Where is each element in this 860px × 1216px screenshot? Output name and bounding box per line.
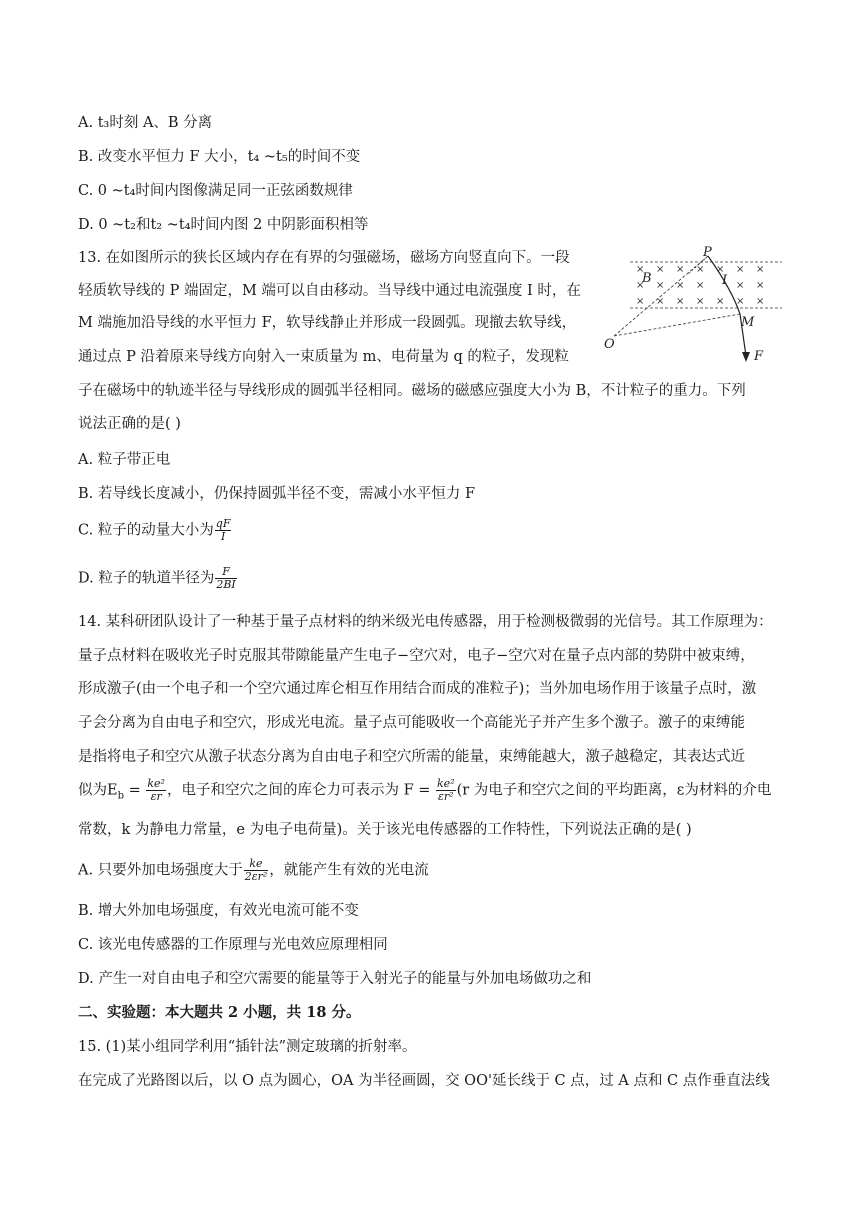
cross-mark: ×	[756, 264, 765, 275]
q14-stem-line-6	[78, 778, 771, 806]
q14-eb-symbol: 似为E	[78, 782, 118, 799]
cross-mark: ×	[736, 296, 745, 307]
q12-option-d: D. 0 ~t₂和t₂ ~t₄时间内图 2 中阴影面积相等	[78, 217, 369, 233]
q12-option-a: A. t₃时刻 A、B 分离	[78, 115, 213, 131]
section-heading: 二、实验题：本大题共 2 小题，共 18 分。	[78, 1004, 361, 1021]
q14-option-b: B. 增大外加电场强度，有效光电流可能不变	[78, 903, 359, 919]
q13-option-c	[78, 518, 232, 543]
q15-line-2: 在完成了光路图以后，以 O 点为圆心，OA 为半径画圆，交 OO'延长线于 C 点，过 A 点和 C 点作垂直法线	[78, 1073, 770, 1089]
cross-mark: ×	[676, 280, 685, 291]
cross-mark: ×	[756, 280, 765, 291]
q13-stem-line-4: 通过点 P 沿着原来导线方向射入一束质量为 m、电荷量为 q 的粒子，发现粒	[78, 349, 569, 365]
cross-mark: ×	[716, 296, 725, 307]
q15-line-1: 15. (1)某小组同学利用“插针法”测定玻璃的折射率。	[78, 1039, 417, 1055]
cross-mark: ×	[696, 280, 705, 291]
q14-stem-line-3: 形成激子(由一个电子和一个空穴通过库仑相互作用结合而成的准粒子)；当外加电场作用于该量子点时，激	[78, 681, 757, 697]
q14-option-c: C. 该光电传感器的工作原理与光电效应原理相同	[78, 937, 388, 953]
q14-stem-line-1: 14. 某科研团队设计了一种基于量子点材料的纳米级光电传感器，用于检测极微弱的光信号。其工作原理为：	[78, 614, 773, 630]
q14-option-d: D. 产生一对自由电子和空穴需要的能量等于入射光子的能量与外加电场做功之和	[78, 971, 592, 987]
q14-coulomb-text: ，电子和空穴之间的库仑力可表示为 F =	[166, 782, 436, 799]
q13-option-a: A. 粒子带正电	[78, 452, 171, 468]
q13-option-d	[78, 566, 238, 591]
q13-stem-line-5: 子在磁场中的轨迹半径与导线形成的圆弧半径相同。磁场的磁感应强度大小为 B，不计粒子的重力。下列	[78, 383, 746, 399]
q14-eb-fraction: $\frac{\text{ke²}}{\varepsilon r}$	[147, 777, 165, 803]
label-o: O	[604, 337, 615, 352]
q14-option-a-fraction: $\frac{ke}{\text{2εr²}}$	[244, 857, 268, 883]
cross-mark: ×	[736, 264, 745, 275]
cross-mark: ×	[676, 264, 685, 275]
q14-option-a	[78, 858, 429, 883]
cross-mark: ×	[636, 296, 645, 307]
q12-option-c: C. 0 ~t₄时间内图像满足同一正弦函数规律	[78, 183, 353, 199]
q14-option-a-suffix: ，就能产生有效的光电流	[269, 862, 429, 879]
q12-option-b: B. 改变水平恒力 F 大小，t₄ ~t₅的时间不变	[78, 149, 361, 165]
cross-mark: ×	[656, 280, 665, 291]
force-arrowhead	[742, 352, 750, 362]
q14-equals: =	[124, 782, 146, 799]
q14-variable-note: (r 为电子和空穴之间的平均距离，ε为材料的介电	[456, 782, 772, 799]
q13-option-b: B. 若导线长度减小，仍保持圆弧半径不变，需减小水平恒力 F	[78, 486, 476, 502]
q14-option-a-text: A. 只要外加电场强度大于	[78, 862, 243, 879]
q14-stem-line-7: 常数，k 为静电力常量，e 为电子电荷量)。关于该光电传感器的工作特性，下列说法正确的是( )	[78, 822, 692, 838]
label-i: I	[722, 273, 728, 288]
q14-eb-subscript: b	[117, 790, 124, 802]
cross-mark: ×	[656, 264, 665, 275]
label-f: F	[754, 349, 764, 364]
q14-stem-line-5: 是指将电子和空穴从激子状态分离为自由电子和空穴所需的能量，束缚能越大，激子越稳定，其表达式近	[78, 749, 745, 765]
cross-mark: ×	[636, 264, 645, 275]
field-crosses	[636, 264, 764, 307]
label-p: P	[703, 245, 712, 260]
cross-mark: ×	[696, 264, 705, 275]
q13-option-d-text: D. 粒子的轨道半径为	[78, 570, 215, 587]
q13-stem-line-2: 轻质软导线的 P 端固定，M 端可以自由移动。当导线中通过电流强度 I 时，在	[78, 283, 581, 299]
q13-stem-line-6: 说法正确的是( )	[78, 416, 181, 432]
cross-mark: ×	[636, 280, 645, 291]
cross-mark: ×	[716, 264, 725, 275]
label-m: M	[741, 315, 755, 330]
magnetic-field-figure	[600, 244, 790, 370]
q13-option-c-text: C. 粒子的动量大小为	[78, 522, 214, 539]
cross-mark: ×	[656, 296, 665, 307]
label-b: B	[642, 271, 652, 286]
q13-option-c-fraction: $\frac{qF}{I}$	[215, 517, 231, 543]
q14-stem-line-4: 子会分离为自由电子和空穴，形成光电流。量子点可能吸收一个高能光子并产生多个激子。激子的束缚能	[78, 715, 745, 731]
q13-stem-line-3: M 端施加沿导线的水平恒力 F，软导线静止并形成一段圆弧。现撤去软导线，	[78, 315, 577, 331]
cross-mark: ×	[736, 280, 745, 291]
q14-stem-line-2: 量子点材料在吸收光子时克服其带隙能量产生电子−空穴对，电子−空穴对在量子点内部的势阱中被束缚，	[78, 648, 755, 664]
cross-mark: ×	[696, 296, 705, 307]
radius-om	[614, 314, 740, 336]
cross-mark: ×	[756, 296, 765, 307]
q14-coulomb-fraction: $\frac{\text{ke²}}{\text{εr²}}$	[437, 777, 455, 803]
cross-mark: ×	[676, 296, 685, 307]
q13-option-d-fraction: $\frac{F}{2BI}$	[216, 565, 236, 591]
q13-stem-line-1: 13. 在如图所示的狭长区域内存在有界的匀强磁场，磁场方向竖直向下。一段	[78, 250, 570, 266]
